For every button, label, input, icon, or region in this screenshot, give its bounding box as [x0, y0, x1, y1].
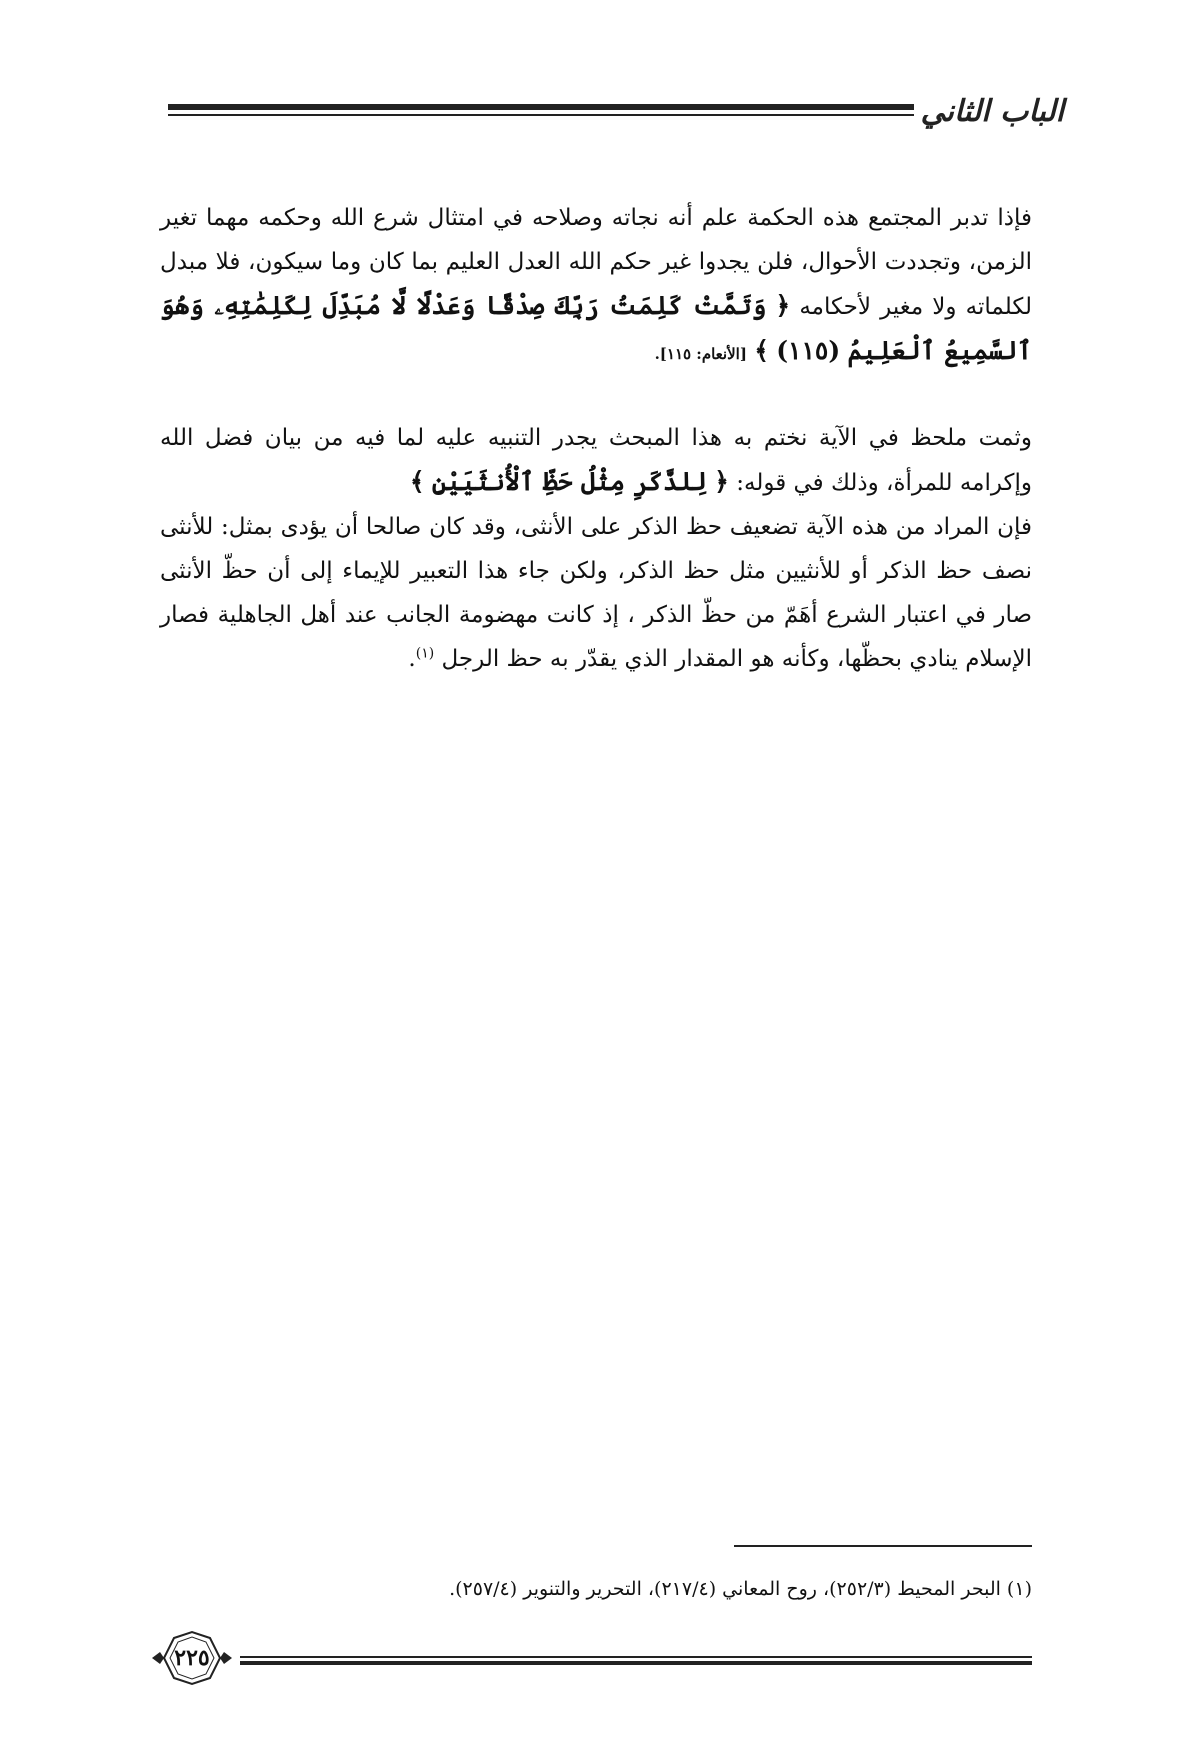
paragraph-2-text: وثمت ملحظ في الآية نختم به هذا المبحث يجدر التنبيه عليه لما فيه من بيان فضل الله وإكرامه للمرأة، وذلك في قوله: [160, 425, 1032, 496]
paragraph-3 [160, 505, 1032, 681]
paragraph-3-text: فإن المراد من هذه الآية تضعيف حظ الذكر على الأنثى، وقد كان صالحا أن يؤدى بمثل: للأنثى نصف حظ الذكر أو للأنثيين مثل حظ الذكر، ولكن جاء هذا التعبير للإيماء إلى أن حظّ الأنثى صار في اعتبار الشرع أهَمّ من حظّ الذكر ، إذ كانت مهضومة الجانب عند أهل الجاهلية فصار الإسلام ينادي بحظّها، وكأنه هو المقدار الذي يقدّر به حظ الرجل [160, 514, 1032, 672]
page-number-ornament [150, 1630, 234, 1686]
quran-verse-2: لِلذَّكَرِ مِثْلُ حَظِّ ٱلْأُنثَيَيْنِ [431, 467, 707, 496]
paragraph-1 [160, 196, 1032, 376]
footnote: (١) البحر المحيط (٢٥٢/٣)، روح المعاني (٢١٧/٤)، التحرير والتنوير (٢٥٧/٤). [449, 1578, 1032, 1600]
paragraph-1-text: فإذا تدبر المجتمع هذه الحكمة علم أنه نجاته وصلاحه في امتثال شرع الله وحكمه مهما تغير الزمن، وتجددت الأحوال، فلن يجدوا غير حكم الله العدل العليم بما كان وما سيكون، فلا مبدل لكلماته ولا مغير لأحكامه [160, 205, 1033, 320]
footnote-separator [734, 1545, 1032, 1547]
footnote-marker: (١) [415, 645, 435, 662]
verse-number-1: (١١٥) [776, 336, 841, 365]
verse-number-1-value: ١١٥ [788, 336, 829, 365]
paragraph-3-end: . [408, 646, 416, 672]
paragraph-2 [160, 416, 1032, 505]
body-text [160, 196, 1032, 681]
footer-rule-thin [240, 1656, 1032, 1658]
paragraph-gap [160, 376, 1032, 416]
verse-close-bracket: ﴾ [754, 336, 769, 365]
verse-reference: [الأنعام: ١١٥]. [654, 345, 747, 363]
chapter-title: الباب الثاني [920, 94, 1064, 129]
verse-open-bracket: ﴿ [714, 467, 729, 496]
header-rule-thin [168, 114, 914, 116]
header-rule [168, 104, 914, 120]
quran-verse-1: وَتَمَّتْ كَلِمَتُ رَبِّكَ صِدْقًا وَعَدْلًا لَّا مُبَدِّلَ لِكَلِمَٰتِهِۦ وَهُوَ ٱلسَّمِيعُ ٱلْعَلِيمُ [160, 291, 1032, 365]
verse-open-bracket: ﴿ [775, 291, 791, 320]
page-header [168, 92, 1064, 132]
verse-close-bracket: ﴾ [409, 467, 425, 496]
page-number: ٢٢٥ [174, 1645, 210, 1671]
header-rule-thick [168, 104, 914, 110]
footer-rule-thick [240, 1661, 1032, 1665]
